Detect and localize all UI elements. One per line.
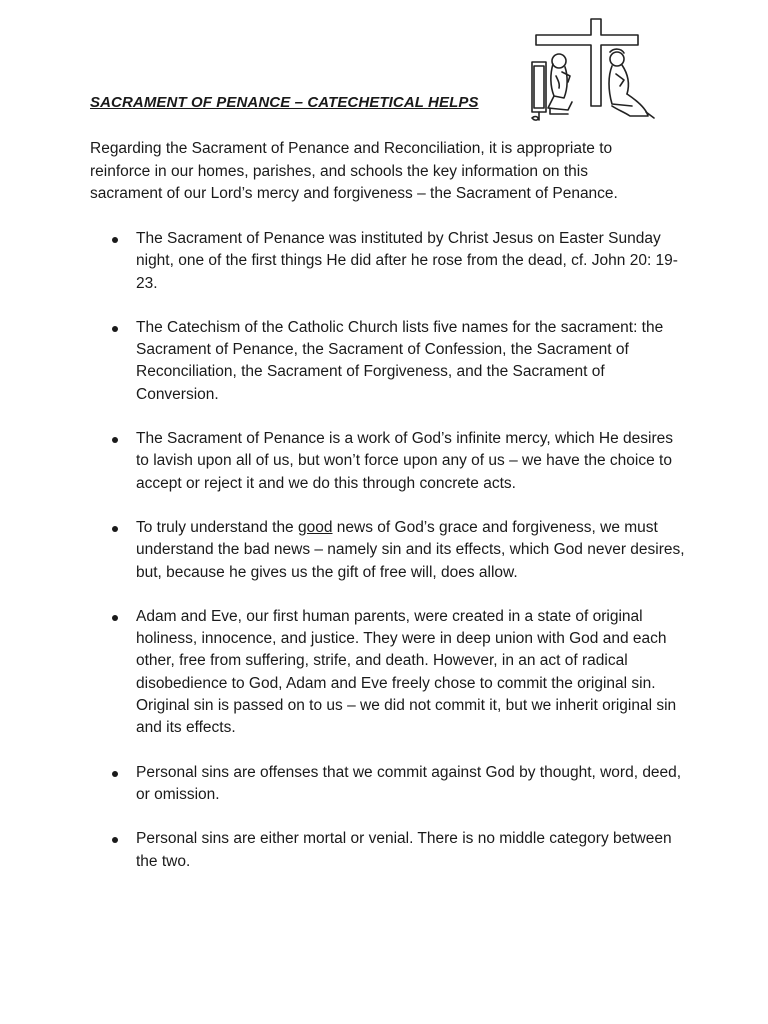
bullet-icon [112,526,118,532]
list-item-text: Adam and Eve, our first human parents, were created in a state of original holiness, innocence, and justice. They were in deep union with God and each other, free from suffering, strife, and death. However, in an act of radical disobedience to God, Adam and Eve freely chose to commit the original sin. Original sin is passed on to us – we did not commit it, but we inherit original sin and its effects. [136,607,677,737]
list-item-text: The Catechism of the Catholic Church lists five names for the sacrament: the Sacrament of Penance, the Sacrament of Confession, the Sacrament of Reconciliation, the Sacrament of Forgiveness, and the Sacrament of Conversion. [136,318,664,403]
list-item [90,317,690,406]
list-item [90,828,690,873]
intro-paragraph: Regarding the Sacrament of Penance and Reconciliation, it is appropriate to reinforce in our homes, parishes, and schools the key information on this sacrament of our Lord’s mercy and forgiveness – the Sacrament of Penance. [90,140,618,202]
bullet-icon [112,615,118,621]
list-item-text-after: news of God’s grace and forgiveness, we must understand the bad news – namely sin and its effects, which God never desires, but, because he gives us the gift of free will, does allow. [136,518,685,581]
bullet-icon [112,771,118,777]
list-item-text: The Sacrament of Penance is a work of God’s infinite mercy, which He desires to lavish upon all of us, but won’t force upon any of us – we have the choice to accept or reject it and we do this through concrete acts. [136,430,673,492]
bullet-icon [112,326,118,332]
document-title: SACRAMENT OF PENANCE – CATECHETICAL HELPS [90,94,479,111]
bullet-icon [112,837,118,843]
bullet-icon [112,437,118,443]
list-item [90,228,690,295]
bullet-icon [112,237,118,243]
key-points-list [90,228,690,895]
list-item [90,762,690,807]
cross-with-praying-figures-icon [528,14,666,124]
list-item [90,428,690,495]
underlined-word: good [298,518,333,536]
list-item-text: Personal sins are either mortal or venial. There is no middle category between the two. [136,830,672,870]
list-item [90,606,690,740]
list-item [90,517,690,584]
list-item-text: Personal sins are offenses that we commit against God by thought, word, deed, or omission. [136,763,682,803]
list-item-text-before: To truly understand the [136,518,298,536]
list-item-text: The Sacrament of Penance was instituted by Christ Jesus on Easter Sunday night, one of the first things He did after he rose from the dead, cf. John 20: 19-23. [136,230,678,292]
